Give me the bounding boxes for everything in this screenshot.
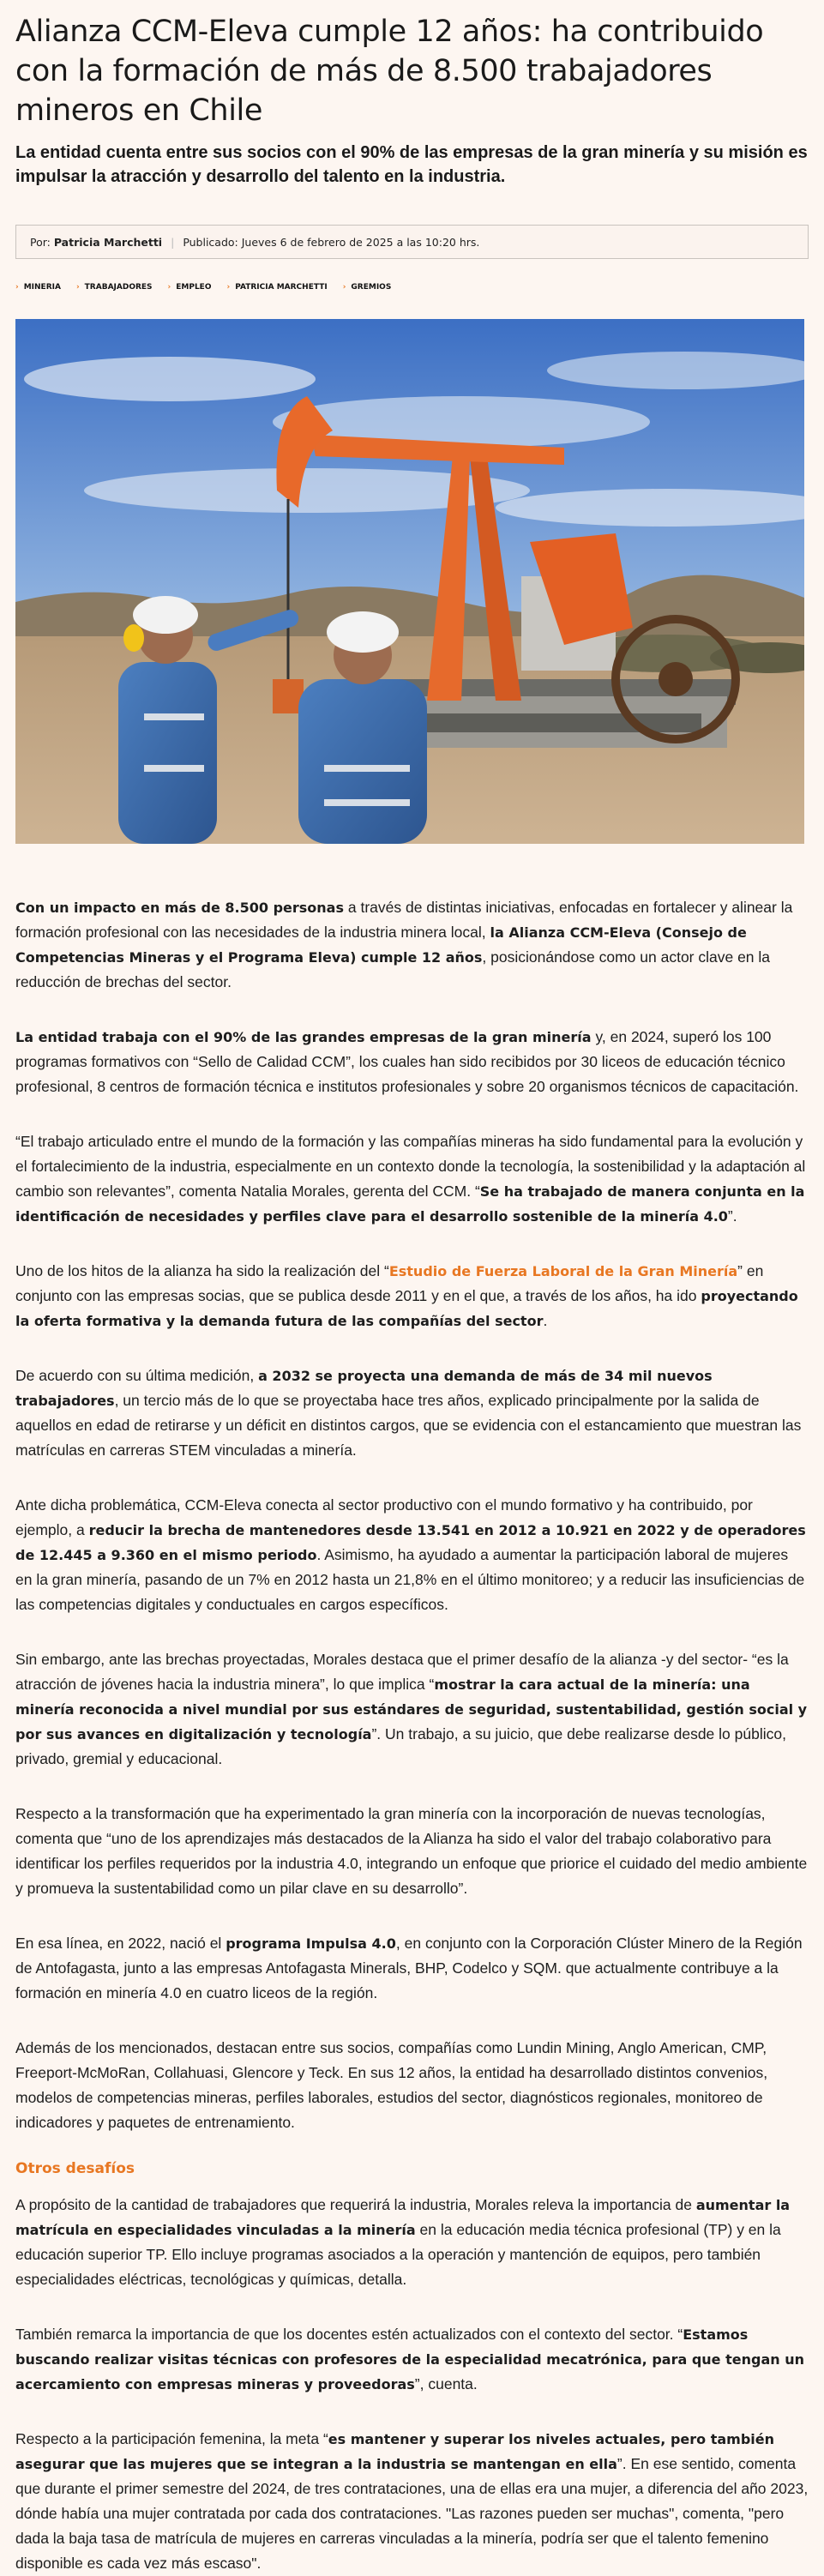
emphasis-text: programa Impulsa 4.0	[226, 1935, 396, 1952]
paragraph-text: A propósito de la cantidad de trabajadores que requerirá la industria, Morales releva la importancia de	[15, 2196, 696, 2213]
article-paragraph	[15, 2193, 809, 2292]
article-paragraph	[15, 2322, 809, 2397]
emphasis-text: La entidad trabaja con el 90% de las grandes empresas de la gran minería	[15, 1029, 592, 1045]
emphasis-text: aumentar la matrícula en especialidades vinculadas a la minería	[15, 2197, 791, 2238]
article-paragraph	[15, 1647, 809, 1772]
article-paragraph	[15, 1129, 809, 1229]
byline-box	[15, 225, 809, 259]
paragraph-text: De acuerdo con su última medición,	[15, 1367, 259, 1384]
tag-bullet-icon: ›	[15, 283, 19, 292]
tag-trabajadores[interactable]: › TRABAJADORES	[75, 283, 153, 292]
emphasis-text: a 2032 se proyecta una demanda de más de 34 mil nuevos trabajadores	[15, 1368, 713, 1409]
emphasis-text: Con un impacto en más de 8.500 personas	[15, 900, 344, 916]
paragraph-text: Respecto a la participación femenina, la meta “	[15, 2430, 328, 2447]
paragraph-group	[15, 2193, 809, 2576]
paragraph-group	[15, 895, 809, 2135]
paragraph-text: ”. En ese sentido, comenta que durante el primer semestre del 2024, de tres contrataciones, una de ellas era una mujer, a diferencia del año 2023, dónde había una mujer contratada por cada dos contrataciones. "Las razones pueden ser muchas", comenta, "pero dada la baja tasa de matrícula de mujeres en carreras vinculadas a la minería, podría ser que el talento femenino disponible es cada vez más escaso".	[15, 2455, 809, 2572]
tag-list	[15, 283, 809, 292]
publish-date: Publicado: Jueves 6 de febrero de 2025 a las 10:20 hrs.	[183, 235, 480, 249]
paragraph-text: ” en conjunto con las empresas socias, que se publica desde 2011 y en el que, a través de los años, ha ido	[15, 1262, 764, 1304]
paragraph-text: Uno de los hitos de la alianza ha sido la realización del “	[15, 1262, 389, 1279]
study-link[interactable]: Estudio de Fuerza Laboral de la Gran Minería	[388, 1263, 738, 1279]
article-paragraph	[15, 1931, 809, 2006]
paragraph-text: ”. Un trabajo, a su juicio, que debe realizarse desde lo público, privado, gremial y educacional.	[15, 1725, 786, 1767]
paragraph-text: a través de distintas iniciativas, enfocadas en fortalecer y alinear la formación profesional con las necesidades de la industria minera local,	[15, 899, 793, 941]
article-body	[15, 895, 809, 2576]
article-subtitle: La entidad cuenta entre sus socios con el 90% de las empresas de la gran minería y su misión es impulsar la atracción y desarrollo del talento en la industria.	[15, 143, 808, 186]
emphasis-text: mostrar la cara actual de la minería: una minería reconocida a nivel mundial por sus estándares de seguridad, sustentabilidad, gestión social y por sus avances en digitalización y tecnología	[15, 1676, 808, 1742]
tag-mineria[interactable]: › MINERIA	[15, 283, 61, 292]
emphasis-text: reducir la brecha de mantenedores desde 13.541 en 2012 a 10.921 en 2022 y de operadores de 12.445 a 9.360 en el mismo periodo	[15, 1522, 806, 1563]
paragraph-text: y, en 2024, superó los 100 programas formativos con “Sello de Calidad CCM”, los cuales han sido recibidos por 30 liceos de educación técnico profesional, 8 centros de formación técnica e institutos profesionales y sobre 20 organismos técnicos de capacitación.	[15, 1028, 799, 1095]
author-prefix: Por:	[30, 235, 51, 249]
paragraph-text: Ante dicha problemática, CCM-Eleva conecta al sector productivo con el mundo formativo y ha contribuido, por ejemplo, a	[15, 1496, 753, 1538]
section-heading: Otros desafíos	[15, 2160, 135, 2177]
paragraph-text: , en conjunto con la Corporación Clúster Minero de la Región de Antofagasta, junto a las empresas Antofagasta Minerals, BHP, Codelco y SQM. que actualmente contribuye a la formación en minería 4.0 en cuatro liceos de la región.	[15, 1935, 803, 2001]
article-paragraph	[15, 1025, 809, 1099]
article-paragraph	[15, 895, 809, 995]
paragraph-text: . Asimismo, ha ayudado a aumentar la participación laboral de mujeres en la gran minería, pasando de un 7% en 2012 hasta un 21,8% en el último monitoreo; y a reducir las insuficiencias de las competencias digitales y conductuales en cargos específicos.	[15, 1546, 805, 1613]
paragraph-text: en la educación media técnica profesional (TP) y en la educación superior TP. Ello incluye programas asociados a la operación y mantención de equipos, pero también especialidades eléctricas, tecnológicas y químicas, detalla.	[15, 2221, 781, 2288]
paragraph-text: , un tercio más de lo que se proyectaba hace tres años, explicado principalmente por la salida de aquellos en edad de retirarse y un déficit en distintos cargos, que se evidencia con el estancamiento que muestran las matrículas en carreras STEM vinculadas a minería.	[15, 1392, 802, 1459]
tag-patricia-marchetti[interactable]: › PATRICIA MARCHETTI	[226, 283, 328, 292]
emphasis-text: proyectando la oferta formativa y la demanda futura de las compañías del sector	[15, 1288, 798, 1329]
tag-gremios[interactable]: › GREMIOS	[342, 283, 392, 292]
tag-empleo[interactable]: › EMPLEO	[167, 283, 212, 292]
emphasis-text: Se ha trabajado de manera conjunta en la identificación de necesidades y perfiles clave para el desarrollo sostenible de la minería 4.0	[15, 1183, 805, 1225]
paragraph-text: Además de los mencionados, destacan entre sus socios, compañías como Lundin Mining, Anglo American, CMP, Freeport-McMoRan, Collahuasi, Glencore y Teck. En sus 12 años, la entidad ha desarrollado distintos convenios, modelos de competencias mineras, perfiles laborales, estudios del sector, diagnósticos regionales, monitoreo de indicadores y paquetes de entrenamiento.	[15, 2039, 768, 2131]
article-paragraph	[15, 1802, 809, 1901]
paragraph-text: Respecto a la transformación que ha experimentado la gran minería con la incorporación de nuevas tecnologías, comenta que “uno de los aprendizajes más destacados de la Alianza ha sido el valor del trabajo colaborativo para identificar los perfiles requeridos por la industria 4.0, integrando un enfoque que priorice el cuidado del medio ambiente y promueva la sustentabilidad como un pilar clave en su desarrollo”.	[15, 1805, 808, 1897]
author-name[interactable]: Patricia Marchetti	[53, 235, 163, 249]
paragraph-text: “El trabajo articulado entre el mundo de la formación y las compañías mineras ha sido fundamental para la evolución y el fortalecimiento de la industria, especialmente en un contexto donde la tecnología, la sostenibilidad y la adaptación al cambio son relevantes”, comenta Natalia Morales, gerenta del CCM. “	[15, 1133, 806, 1200]
article-paragraph	[15, 2427, 809, 2576]
paragraph-text: ”.	[727, 1207, 737, 1225]
article-paragraph	[15, 2036, 809, 2135]
paragraph-text: Sin embargo, ante las brechas proyectadas, Morales destaca que el primer desafío de la alianza -y del sector- “es la atracción de jóvenes hacia la industria minera”, lo que implica “	[15, 1651, 789, 1693]
tag-bullet-icon: ›	[75, 283, 80, 292]
article-title: Alianza CCM-Eleva cumple 12 años: ha contribuido con la formación de más de 8.500 trabajadores mineros en Chile	[15, 15, 764, 128]
article-paragraph	[15, 1363, 809, 1463]
paragraph-text: ”, cuenta.	[414, 2375, 478, 2392]
tag-bullet-icon: ›	[342, 283, 346, 292]
tag-bullet-icon: ›	[226, 283, 231, 292]
emphasis-text: es mantener y superar los niveles actuales, pero también asegurar que las mujeres que se integran a la industria se mantengan en ella	[15, 2431, 774, 2472]
paragraph-text: .	[543, 1312, 548, 1329]
hero-photo	[15, 319, 804, 844]
article-paragraph	[15, 1493, 809, 1617]
emphasis-text: la Alianza CCM-Eleva (Consejo de Competencias Mineras y el Programa Eleva) cumple 12 años	[15, 924, 747, 966]
tag-bullet-icon: ›	[167, 283, 171, 292]
byline-divider: |	[171, 235, 175, 249]
emphasis-text: Estamos buscando realizar visitas técnicas con profesores de la especialidad mecatrónica, para que tengan un acercamiento con empresas mineras y proveedoras	[15, 2326, 804, 2392]
paragraph-text: , posicionándose como un actor clave en la reducción de brechas del sector.	[15, 948, 771, 990]
article-paragraph	[15, 1259, 809, 1333]
paragraph-text: También remarca la importancia de que los docentes estén actualizados con el contexto del sector. “	[15, 2326, 683, 2343]
paragraph-text: En esa línea, en 2022, nació el	[15, 1935, 226, 1952]
